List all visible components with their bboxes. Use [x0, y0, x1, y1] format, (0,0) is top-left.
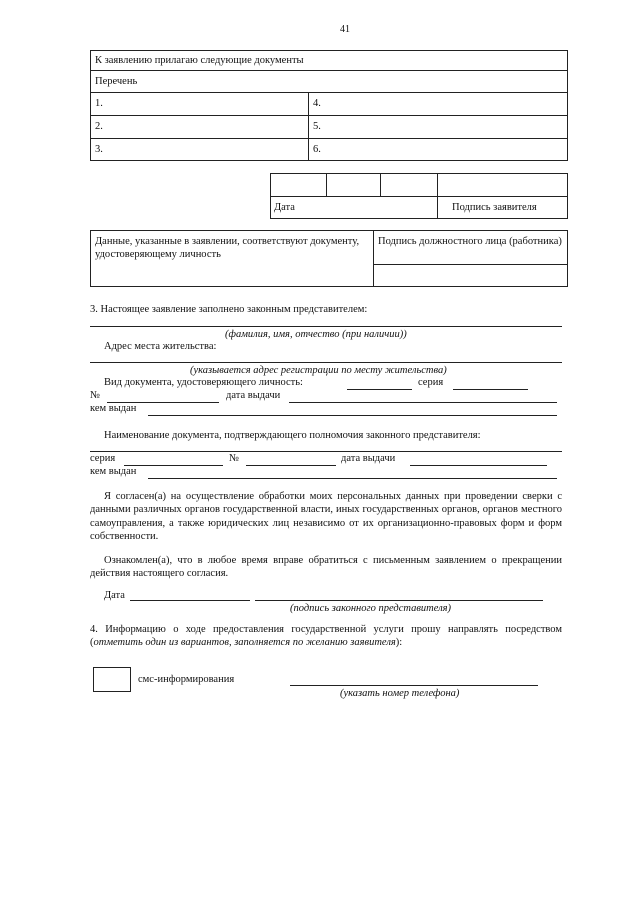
document-item-1[interactable]: 1. — [95, 98, 103, 109]
phone-hint: (указать номер телефона) — [340, 688, 460, 699]
documents-header: К заявлению прилагаю следующие документы — [95, 55, 304, 66]
section4-text — [90, 623, 562, 650]
authority-issue-date-label: дата выдачи — [341, 453, 396, 464]
representative-name-field[interactable] — [90, 326, 562, 327]
document-item-2[interactable]: 2. — [95, 121, 103, 132]
date-year-cell[interactable] — [381, 174, 436, 195]
verification-text: Данные, указанные в заявлении, соответствуют документу, удостоверяющему личность — [95, 236, 360, 260]
authority-issue-date-field[interactable] — [410, 465, 547, 466]
sms-checkbox[interactable] — [93, 667, 131, 692]
section4-text-end: ): — [395, 637, 403, 649]
id-series-field[interactable] — [453, 389, 528, 390]
page-number: 41 — [340, 24, 350, 35]
consent-paragraph-2: Ознакомлен(а), что в любое время вправе обратиться с письменным заявлением о прекращении действия настоящего согласия. — [90, 555, 562, 580]
applicant-signature-label: Подпись заявителя — [452, 202, 537, 213]
id-issued-by-label: кем выдан — [90, 403, 137, 414]
authority-number-label: № — [229, 453, 240, 464]
document-item-6[interactable]: 6. — [313, 144, 321, 155]
id-issued-by-field[interactable] — [148, 415, 557, 416]
document-item-5[interactable]: 5. — [313, 121, 321, 132]
documents-list-label: Перечень — [95, 76, 138, 87]
date-label: Дата — [274, 202, 295, 213]
consent-paragraph-1: Я согласен(а) на осуществление обработки моих персональных данных при проведении сверки с данными различных органов государственной власти, иных государственных органов, органов местного самоуправления, а также юридических лиц независимо от их организационно-правовых форм и форм собственности. — [90, 491, 562, 543]
id-doc-label: Вид документа, удостоверяющего личность: — [104, 377, 303, 388]
authority-number-field[interactable] — [246, 465, 336, 466]
document-item-3[interactable]: 3. — [95, 144, 103, 155]
representative-signature-hint: (подпись законного представителя) — [290, 603, 452, 614]
id-issue-date-field[interactable] — [289, 402, 557, 403]
phone-number-field[interactable] — [290, 685, 538, 686]
address-field[interactable] — [90, 362, 562, 363]
date-day-cell[interactable] — [271, 174, 325, 195]
id-doc-type-field[interactable] — [347, 389, 412, 390]
applicant-signature-cell[interactable] — [438, 174, 567, 195]
document-item-4[interactable]: 4. — [313, 98, 321, 109]
section3-title: 3. Настоящее заявление заполнено законным представителем: — [90, 304, 368, 315]
date-month-cell[interactable] — [327, 174, 379, 195]
address-hint: (указывается адрес регистрации по месту жительства) — [190, 365, 447, 376]
section4-text-main: 4. Информацию о ходе предоставления государственной услуги прошу направлять посредством ( — [90, 624, 562, 649]
fio-hint: (фамилия, имя, отчество (при наличии)) — [225, 329, 407, 340]
authority-issued-by-label: кем выдан — [90, 466, 137, 477]
authority-doc-name-field[interactable] — [90, 451, 562, 452]
representative-signature-field[interactable] — [255, 600, 543, 601]
authority-issued-by-field[interactable] — [148, 478, 557, 479]
id-issue-date-label: дата выдачи — [226, 390, 281, 401]
official-signature-label: Подпись должностного лица (работника) — [378, 236, 562, 247]
id-series-label: серия — [418, 377, 444, 388]
id-number-label: № — [90, 390, 101, 401]
consent-date-field[interactable] — [130, 600, 250, 601]
official-signature-cell[interactable] — [374, 265, 567, 286]
consent-date-label: Дата — [104, 590, 125, 601]
authority-series-field[interactable] — [124, 465, 223, 466]
address-label: Адрес места жительства: — [104, 341, 217, 352]
section4-text-italic: отметить один из вариантов, заполняется по желанию заявителя — [93, 637, 396, 649]
authority-series-label: серия — [90, 453, 116, 464]
sms-label: смс-информирования — [138, 674, 235, 685]
authority-doc-label: Наименование документа, подтверждающего полномочия законного представителя: — [104, 430, 481, 441]
